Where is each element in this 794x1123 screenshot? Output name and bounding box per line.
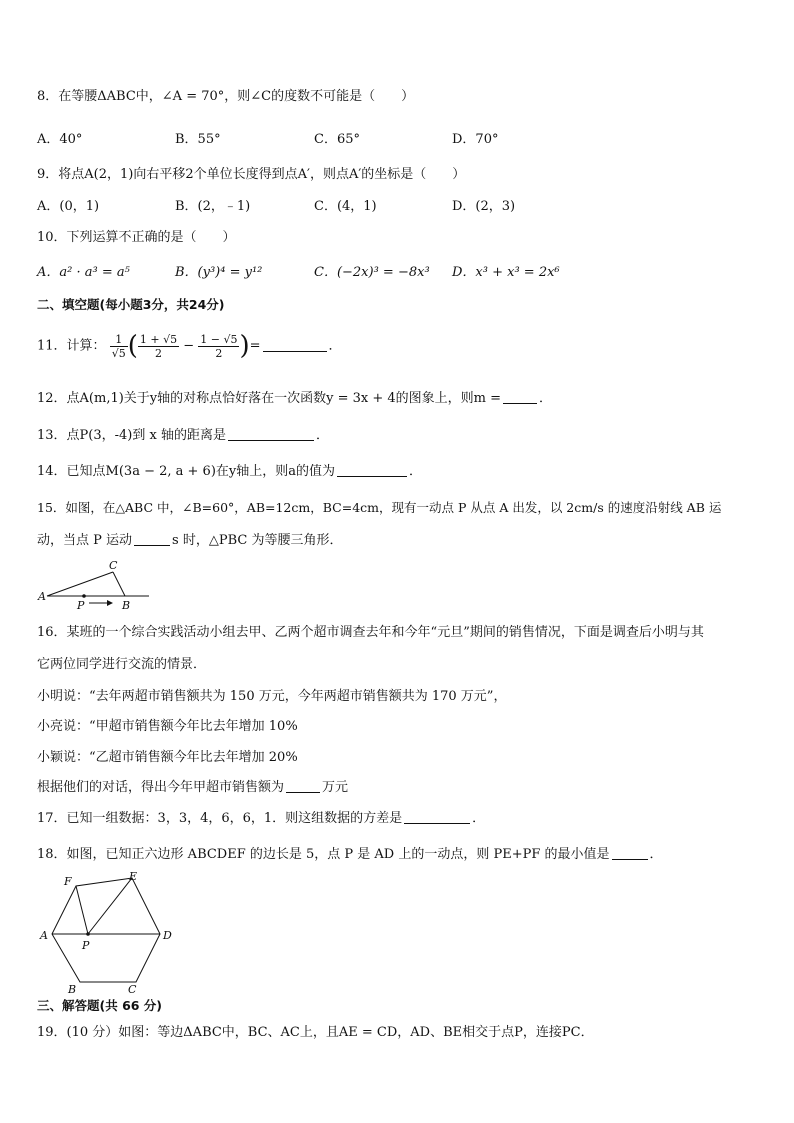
q11-answer-blank[interactable] [263,339,327,352]
label-d: D [163,929,172,942]
question-12: 12．点A(m,1)关于y轴的对称点恰好落在一次函数y = 3x + 4的图象上，则m = ． [37,391,553,406]
q14-text: 14．已知点M(3a − 2, a + 6)在y轴上，则a的值为 [37,464,335,479]
q14-answer-blank[interactable] [337,464,407,477]
question-17: 17．已知一组数据：3，3，4，6，6，1．则这组数据的方差是 ． [37,811,486,826]
q11-prefix: 11．计算： [37,338,106,354]
q15-answer-blank[interactable] [134,533,170,546]
label-p: P [82,939,90,952]
q10-option-c[interactable]: C．(−2x)³ = −8x³ [314,265,430,280]
question-16-line-5: 小颖说：“乙超市销售额今年比去年增加 20% [37,750,298,765]
label-c: C [128,983,137,996]
question-13: 13．点P(3，-4)到 x 轴的距离是 ． [37,428,329,443]
point-p [86,932,90,936]
q8-option-b[interactable]: B．55° [175,132,221,147]
question-8-options [37,131,757,151]
q8-option-c[interactable]: C．65° [314,132,360,147]
question-11: 11．计算： $\frac{1}{√5}$ ( $\frac{1 + √5}{2}$ − $\frac{1 - √5}{2}$ )= ． [37,331,342,361]
label-e: E [129,870,138,883]
q10-option-d[interactable]: D．x³ + x³ = 2x⁶ [452,265,560,280]
label-p: P [77,599,85,612]
hexagon-abcdef-figure [36,868,176,996]
question-16-line-3: 小明说：“去年两超市销售额共为 150 万元，今年两超市销售额共为 170 万元”， [37,689,507,704]
label-f: F [64,875,72,888]
point-p [82,594,86,598]
q12-answer-blank[interactable] [503,391,537,404]
label-b: B [68,983,77,996]
question-10-text: 10．下列运算不正确的是（ ） [37,230,236,245]
question-8-text: 8．在等腰ΔABC中，∠A = 70°，则∠C的度数不可能是（ ） [37,89,415,104]
q10-option-b[interactable]: B．(y³)⁴ = y¹² [175,265,263,280]
question-16-line-1: 16．某班的一个综合实践活动小组去甲、乙两个超市调查去年和今年“元旦”期间的销售情况，下面是调查后小明与其 [37,625,704,640]
q11-fraction-1: $\frac{1}{√5}$ [111,332,126,360]
q13-text: 13．点P(3，-4)到 x 轴的距离是 [37,428,226,443]
question-15-line-2: 动，当点 P 运动 s 时，△PBC 为等腰三角形． [37,533,343,548]
q13-answer-blank[interactable] [228,428,314,441]
q9-option-b[interactable]: B．(2，﹣1) [175,199,251,214]
q18-answer-blank[interactable] [612,847,648,860]
question-19-text: 19．(10 分）如图：等边ΔABC中，BC、AC上，且AE = CD，AD、BE相交于点P，连接PC． [37,1025,594,1040]
q9-option-d[interactable]: D．(2，3) [452,199,516,214]
section-2-title: 二、填空题(每小题3分，共24分) [37,297,225,312]
label-a: A [38,590,46,603]
q9-option-a[interactable]: A．(0，1) [37,199,100,214]
label-c: C [109,560,118,572]
q11-fraction-2: $\frac{1 + √5}{2}$ [139,332,178,360]
question-15-line-1: 15．如图，在△ABC 中，∠B=60°，AB=12cm，BC=4cm，现有一动点 P 从点 A 出发，以 2cm/s 的速度沿射线 AB 运 [37,500,722,515]
q10-option-a[interactable]: A．a² · a³ = a⁵ [37,265,130,280]
q16-answer-blank[interactable] [286,780,320,793]
segment-ac [47,572,113,596]
question-14: 14．已知点M(3a − 2, a + 6)在y轴上，则a的值为 ． [37,464,423,479]
q9-option-c[interactable]: C．(4，1) [314,199,377,214]
q8-option-d[interactable]: D．70° [452,132,499,147]
q17-answer-blank[interactable] [404,811,470,824]
question-16-line-4: 小亮说：“甲超市销售额今年比去年增加 10% [37,719,298,734]
section-3-title: 三、解答题(共 66 分) [37,998,163,1013]
q11-fraction-3: $\frac{1 - √5}{2}$ [200,332,238,360]
motion-arrow-head [107,600,113,606]
segment-pf [76,886,88,934]
question-18: 18．如图，已知正六边形 ABCDEF 的边长是 5，点 P 是 AD 上的一动点，则 PE+PF 的最小值是 ． [37,847,663,862]
hexagon-outline [52,878,160,982]
q12-text: 12．点A(m,1)关于y轴的对称点恰好落在一次函数y = 3x + 4的图象上，则m = [37,391,502,406]
question-9-text: 9．将点A(2，1)向右平移2个单位长度得到点A′，则点A′的坐标是（ ） [37,167,466,182]
q8-option-a[interactable]: A．40° [37,132,83,147]
question-16-line-2: 它两位同学进行交流的情景． [37,657,207,672]
question-9-options [37,198,757,218]
segment-cb [113,572,125,596]
q18-text: 18．如图，已知正六边形 ABCDEF 的边长是 5，点 P 是 AD 上的一动点，则 PE+PF 的最小值是 [37,847,610,862]
question-10-options [37,264,757,284]
question-16-line-6: 根据他们的对话，得出今年甲超市销售额为 万元 [37,780,349,795]
label-b: B [122,599,131,612]
q17-text: 17．已知一组数据：3，3，4，6，6，1．则这组数据的方差是 [37,811,403,826]
triangle-abc-figure [37,560,157,612]
label-a: A [40,929,48,942]
segment-pe [88,878,132,934]
